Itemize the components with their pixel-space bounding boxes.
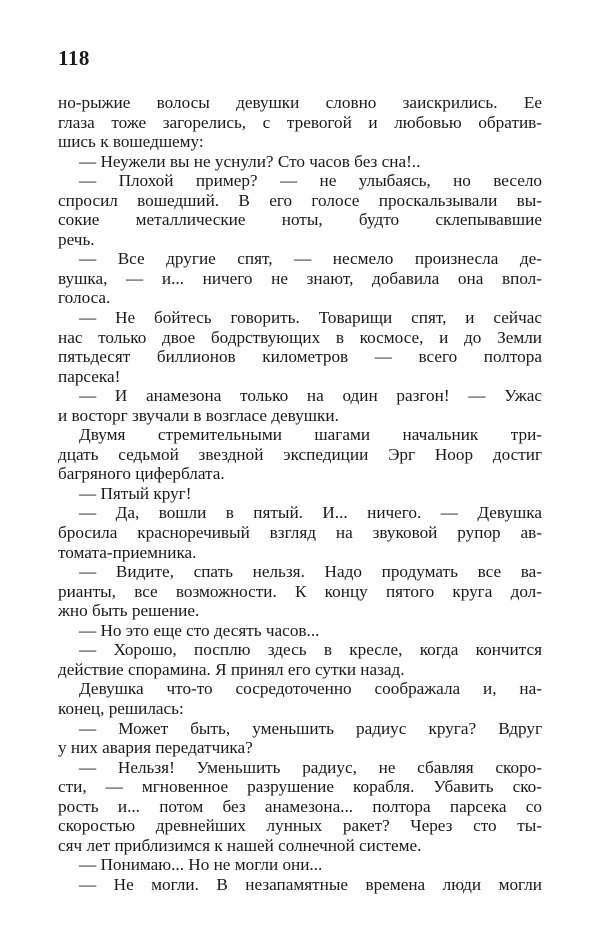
text-line: рость и... потом без анамезона... полтора парсека со [58,796,542,816]
paragraph [58,484,542,504]
text-line: парсека! [58,366,121,386]
text-line: у них авария передатчика? [58,738,253,758]
text-line: спросил вошедший. В его голосе проскальзывали вы- [58,190,542,210]
text-line: скоростью древнейших лунных ракет? Через сто ты- [58,816,542,836]
paragraph [58,679,542,718]
paragraph [58,758,542,856]
body-text [58,93,542,894]
text-line: сокие металлические ноты, будто склепывавшие [58,210,542,230]
text-line: — Плохой пример? — не улыбаясь, но весело [79,171,542,191]
paragraph [58,171,542,249]
text-line: — Да, вошли в пятый. И... ничего. — Девушка [79,503,542,523]
text-line: — Понимаю... Но не могли они... [79,855,323,875]
text-line: — Все другие спят, — несмело произнесла де- [79,249,542,269]
page-number: 118 [58,46,90,70]
paragraph [58,719,542,758]
text-line: — Может быть, уменьшить радиус круга? Вдруг [79,718,542,738]
text-line: конец, решилась: [58,698,184,718]
paragraph [58,386,542,425]
paragraph [58,855,542,875]
text-line: — Не могли. В незапамятные времена люди могли [79,874,542,894]
text-line: сяч лет приблизимся к нашей солнечной системе. [58,835,422,855]
text-line: рианты, все возможности. К концу пятого круга дол- [58,581,542,601]
text-line: но-рыжие волосы девушки словно заискрились. Ее [58,93,542,112]
text-line: жно быть решение. [58,601,200,621]
text-line: глаза тоже загорелись, с тревогой и любовью обратив- [58,112,542,132]
paragraph [58,562,542,621]
text-line: Девушка что-то сосредоточенно соображала и, на- [79,679,542,699]
text-line: — И анамезона только на один разгон! — Ужас [79,386,542,406]
text-line: сти, — мгновенное разрушение корабля. Убавить ско- [58,777,542,797]
paragraph [58,425,542,484]
text-line: — Но это еще сто десять часов... [79,620,320,640]
paragraph [58,875,542,895]
text-line: пятьдесят биллионов километров — всего полтора [58,347,542,367]
text-line: бросила красноречивый взгляд на звуковой рупор ав- [58,523,542,543]
paragraph [58,621,542,641]
text-line: — Хорошо, посплю здесь в кресле, когда кончится [79,640,542,660]
text-line: голоса. [58,288,111,308]
paragraph [58,152,542,172]
text-line: нас только двое бодрствующих в космосе, и до Земли [58,327,542,347]
text-line: вушка, — и... ничего не знают, добавила она впол- [58,268,542,288]
paragraph [58,249,542,308]
paragraph [58,640,542,679]
text-line: — Видите, спать нельзя. Надо продумать все ва- [79,562,542,582]
text-line: — Неужели вы не уснули? Сто часов без сна!.. [79,151,421,171]
text-line: багряного циферблата. [58,464,225,484]
text-line: и восторг звучали в возгласе девушки. [58,405,339,425]
text-line: — Пятый круг! [79,483,192,503]
text-line: Двумя стремительными шагами начальник три- [79,425,542,445]
text-line: дцать седьмой звездной экспедиции Эрг Ноор достиг [58,444,542,464]
text-line: шись к вошедшему: [58,132,204,152]
text-line: томата-приемника. [58,542,197,562]
text-line: действие спорамина. Я принял его сутки назад. [58,659,405,679]
paragraph [58,93,542,152]
text-line: речь. [58,229,95,249]
text-line: — Нельзя! Уменьшить радиус, не сбавляя скоро- [79,757,542,777]
paragraph [58,308,542,386]
paragraph [58,503,542,562]
text-line: — Не бойтесь говорить. Товарищи спят, и сейчас [79,308,542,328]
